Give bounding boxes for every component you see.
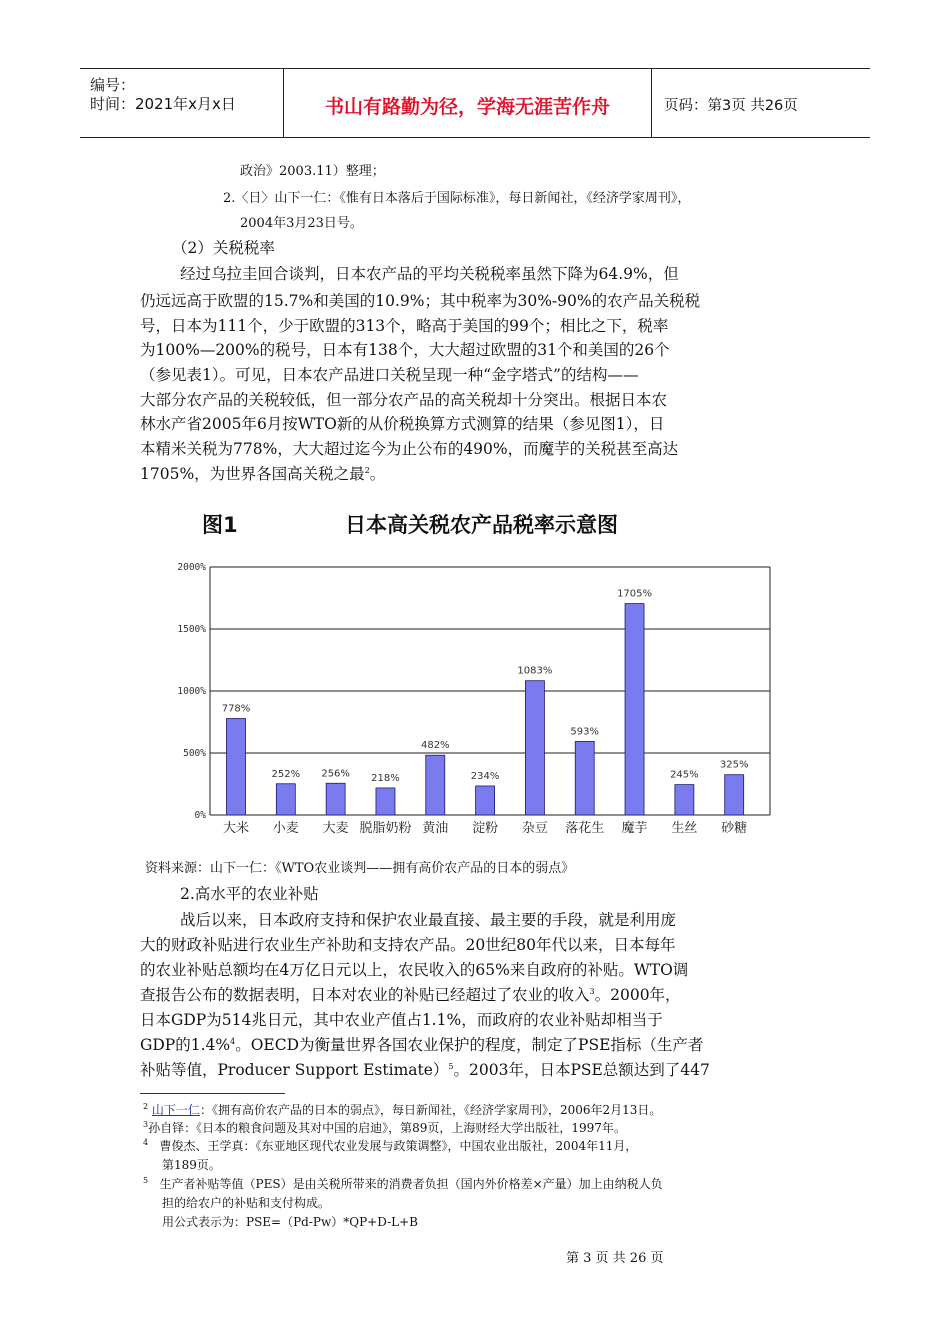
- bar: [376, 788, 395, 815]
- x-tick-label: 脱脂奶粉: [359, 821, 412, 836]
- paragraph-text: 。: [369, 465, 386, 483]
- paragraph-text: 。2003年，日本PSE总额达到了447: [453, 1061, 710, 1079]
- footnote-number: 2: [143, 1102, 149, 1111]
- bar: [675, 785, 694, 815]
- x-tick-label: 砂糖: [721, 821, 748, 836]
- x-tick-label: 落花生: [565, 821, 605, 836]
- bar: [276, 784, 295, 815]
- x-tick-label: 大米: [222, 821, 250, 836]
- data-label: 218%: [371, 772, 400, 784]
- section-heading-tariff: （2）关税税率: [172, 239, 275, 257]
- y-tick-label: 2000%: [177, 562, 206, 573]
- y-tick-label: 1500%: [177, 624, 206, 635]
- paragraph-line: （参见表1）。可见，日本农产品进口关税呈现一种“金字塔式”的结构——: [140, 366, 639, 384]
- page-header: [80, 68, 870, 138]
- x-tick-label: 黄油: [422, 821, 449, 836]
- bar: [525, 681, 544, 815]
- header-left-cell: [80, 69, 284, 137]
- number-label: 编号：: [90, 76, 136, 94]
- formula-line: 用公式表示为：PSE=（Pd-Pw）*QP+D-L+B: [162, 1215, 418, 1229]
- footnote-5: [143, 1175, 663, 1192]
- footnote-text: 孙自铎：《日本的粮食问题及其对中国的启迪》，第89页，上海财经大学出版社，1997年。: [148, 1121, 626, 1135]
- paragraph-text: 1705%，为世界各国高关税之最: [140, 465, 365, 483]
- header-motto-cell: [284, 69, 652, 137]
- data-label: 325%: [719, 759, 749, 771]
- data-label: 245%: [670, 769, 699, 781]
- data-label: 1083%: [517, 665, 553, 677]
- bar: [575, 741, 594, 815]
- paragraph-line: 经过乌拉圭回合谈判，日本农产品的平均关税税率虽然下降为64.9%，但: [180, 265, 679, 283]
- page-footer: 第 3 页 共 26 页: [566, 1251, 664, 1266]
- bar: [625, 604, 644, 815]
- data-label: 252%: [271, 768, 301, 780]
- page-number-label: 页码：第3页 共26页: [664, 98, 798, 114]
- paragraph-text: 。2000年，: [594, 986, 681, 1004]
- footnote-number: 5: [143, 1176, 149, 1185]
- header-page-cell: [652, 69, 870, 137]
- bar: [476, 786, 495, 815]
- footnote-ref: 5: [448, 1061, 454, 1071]
- paragraph-line: [140, 1033, 703, 1055]
- bar: [326, 783, 345, 815]
- footnote-2: [143, 1101, 661, 1118]
- chart-figure-label: 图1: [202, 513, 238, 537]
- paragraph-text: 补贴等值，Producer Support Estimate）: [140, 1061, 449, 1079]
- paragraph-line: 大的财政补贴进行农业生产补助和支持农产品。20世纪80年代以来，日本每年: [140, 936, 676, 954]
- paragraph-line: 战后以来，日本政府支持和保护农业最直接、最主要的手段，就是利用庞: [180, 911, 677, 929]
- chart-title: 日本高关税农产品税率示意图: [345, 513, 618, 537]
- footnote-ref: 2: [364, 465, 370, 475]
- y-tick-label: 1000%: [177, 686, 206, 697]
- paragraph-line: 的农业补贴总额均在4万亿日元以上，农民收入的65%来自政府的补贴。WTO调: [140, 961, 689, 979]
- data-label: 1705%: [617, 588, 653, 600]
- paragraph-line: [140, 462, 385, 484]
- footnote-3: [143, 1119, 626, 1136]
- x-tick-label: 淀粉: [472, 821, 499, 836]
- author-link[interactable]: 山下一仁: [151, 1103, 200, 1117]
- y-tick-label: 500%: [183, 748, 206, 759]
- footnote-4: [143, 1137, 637, 1154]
- note-line: 2004年3月23日号。: [240, 216, 363, 231]
- footnote-text: ：《拥有高价农产品的日本的弱点》，每日新闻社，《经济学家周刊》，2006年2月13日。: [199, 1103, 662, 1117]
- paragraph-text: 查报告公布的数据表明，日本对农业的补贴已经超过了农业的收入: [140, 986, 590, 1004]
- footnote-divider: [140, 1093, 285, 1094]
- footnote-4-cont: 第189页。: [162, 1158, 221, 1172]
- footnote-ref: 4: [230, 1036, 236, 1046]
- paragraph-line: [140, 983, 681, 1005]
- footnote-number: 4: [143, 1138, 149, 1147]
- data-label: 234%: [470, 770, 500, 782]
- footnote-text: 曹俊杰、王学真：《东亚地区现代农业发展与政策调整》，中国农业出版社，2004年11月，: [159, 1139, 638, 1153]
- footnote-number: 3: [143, 1120, 149, 1129]
- footnote-text: 生产者补贴等值（PES）是由关税所带来的消费者负担（国内外价格差×产量）加上由纳税人负: [159, 1177, 663, 1191]
- paragraph-line: 日本GDP为514兆日元，其中农业产值占1.1%，而政府的农业补贴却相当于: [140, 1011, 663, 1029]
- data-label: 593%: [570, 726, 600, 738]
- paragraph-text: 。OECD为衡量世界各国农业保护的程度，制定了PSE指标（生产者: [235, 1036, 704, 1054]
- paragraph-line: 林水产省2005年6月按WTO新的从价税换算方式测算的结果（参见图1），日: [140, 415, 665, 433]
- section-heading-subsidy: 2.高水平的农业补贴: [180, 885, 319, 903]
- data-label: 778%: [221, 703, 251, 715]
- motto: 书山有路勤为径，学海无涯苦作舟: [324, 96, 610, 118]
- paragraph-line: [140, 1058, 710, 1080]
- tariff-bar-chart: [140, 500, 790, 845]
- chart-source: 资料来源：山下一仁：《WTO农业谈判——拥有高价农产品的日本的弱点》: [145, 861, 575, 876]
- x-tick-label: 大麦: [322, 821, 349, 836]
- x-tick-label: 小麦: [272, 821, 299, 836]
- paragraph-line: 为100%—200%的税号，日本有138个，大大超过欧盟的31个和美国的26个: [140, 341, 670, 359]
- y-tick-label: 0%: [194, 810, 206, 821]
- paragraph-line: 号，日本为111个，少于欧盟的313个，略高于美国的99个；相比之下，税率: [140, 317, 669, 335]
- paragraph-line: 本精米关税为778%，大大超过迄今为止公布的490%，而魔芋的关税甚至高达: [140, 440, 679, 458]
- paragraph-line: 仍远远高于欧盟的15.7%和美国的10.9%；其中税率为30%-90%的农产品关税税: [140, 292, 701, 310]
- paragraph-text: GDP的1.4%: [140, 1036, 231, 1054]
- footnote-ref: 3: [589, 986, 595, 996]
- bar: [426, 755, 445, 815]
- x-tick-label: 魔芋: [621, 821, 648, 836]
- date-label: 时间：2021年x月x日: [90, 95, 236, 113]
- paragraph-line: 大部分农产品的关税较低，但一部分农产品的高关税却十分突出。根据日本农: [140, 391, 668, 409]
- x-tick-label: 杂豆: [521, 821, 548, 836]
- data-label: 482%: [420, 740, 450, 752]
- bar: [725, 775, 744, 815]
- footnote-5-cont: 担的给农户的补贴和支付构成。: [162, 1196, 331, 1210]
- data-label: 256%: [321, 768, 350, 780]
- note-line: 政治》2003.11）整理；: [240, 164, 385, 179]
- bar: [227, 719, 246, 815]
- note-line: 2.〈日〉山下一仁：《惟有日本落后于国际标准》，每日新闻社，《经济学家周刊》，: [223, 191, 691, 206]
- x-tick-label: 生丝: [671, 821, 698, 836]
